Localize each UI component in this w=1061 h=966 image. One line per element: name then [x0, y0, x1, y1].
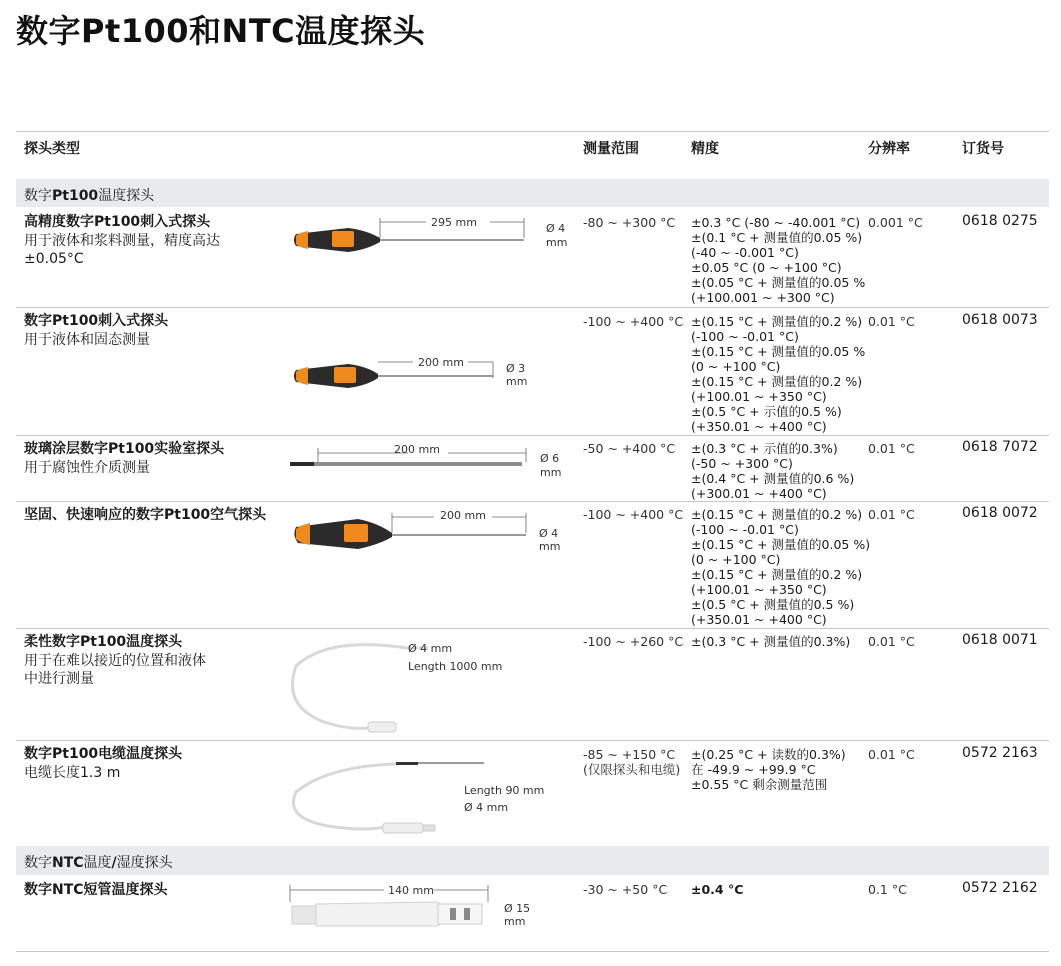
accuracy-line: ±0.05 °C (0 ~ +100 °C)	[691, 260, 842, 275]
accuracy-value	[691, 507, 870, 627]
accuracy-line: ±(0.5 °C + 示值的0.5 %)	[691, 404, 842, 419]
table-top-rule	[16, 131, 1049, 132]
accuracy-line: (+100.001 ~ +300 °C)	[691, 290, 835, 305]
probe-name: 玻璃涂层数字Pt100实验室探头	[24, 441, 225, 457]
accuracy-line: ±(0.15 °C + 测量值的0.2 %)	[691, 374, 863, 389]
dim-length: Length 1000 mm	[408, 660, 503, 673]
accuracy-value	[691, 215, 865, 305]
header-resolution: 分辨率	[868, 141, 910, 157]
resolution-value: 0.01 °C	[868, 314, 915, 329]
accuracy-line: (+100.01 ~ +350 °C)	[691, 389, 827, 404]
range-value: -80 ~ +300 °C	[583, 215, 676, 230]
dim-diameter: Ø 4	[539, 527, 559, 540]
group-bold: Pt100	[52, 188, 99, 204]
accuracy-value	[691, 314, 865, 434]
accuracy-line: (+350.01 ~ +400 °C)	[691, 612, 827, 627]
row-divider	[16, 501, 1049, 502]
dim-length: 140 mm	[388, 884, 434, 897]
dim-diameter: Ø 4 mm	[464, 801, 509, 814]
accuracy-line: ±(0.1 °C + 测量值的0.05 %)	[691, 230, 863, 245]
probe-desc: 用于液体和浆料测量，精度高达	[24, 232, 220, 249]
header-accuracy: 精度	[691, 141, 719, 157]
dim-diameter: Ø 4	[546, 222, 566, 235]
row-divider	[16, 628, 1049, 629]
accuracy-value	[691, 882, 743, 897]
row-divider	[16, 307, 1049, 308]
probe-image	[288, 505, 568, 555]
probe-name: 数字Pt100电缆温度探头	[24, 746, 183, 762]
resolution-value: 0.01 °C	[868, 441, 915, 456]
accuracy-line: (0 ~ +100 °C)	[691, 552, 781, 567]
dim-length: 295 mm	[431, 216, 477, 229]
accuracy-line: ±0.4 °C	[691, 882, 744, 897]
accuracy-line: ±(0.5 °C + 测量值的0.5 %)	[691, 597, 855, 612]
probe-desc: 用于液体和固态测量	[24, 331, 150, 348]
range-value: -30 ~ +50 °C	[583, 882, 668, 897]
order-number: 0618 7072	[962, 439, 1038, 455]
accuracy-line: ±(0.15 °C + 测量值的0.05 %	[691, 344, 866, 359]
page-title: 数字Pt100和NTC温度探头	[16, 12, 426, 50]
accuracy-line: ±(0.15 °C + 测量值的0.05 %)	[691, 537, 871, 552]
range-line: (仅限探头和电缆)	[583, 762, 681, 777]
accuracy-line: ±(0.4 °C + 测量值的0.6 %)	[691, 471, 855, 486]
dim-length: 200 mm	[440, 509, 486, 522]
probe-desc: 电缆长度1.3 m	[24, 764, 121, 781]
row-divider	[16, 740, 1049, 741]
group-suffix: 温度探头	[98, 188, 155, 204]
accuracy-line: ±0.55 °C 剩余测量范围	[691, 777, 828, 792]
dim-diameter: Ø 6	[540, 452, 560, 465]
probe-desc: 用于在难以接近的位置和液体	[24, 652, 206, 669]
dim-length: 200 mm	[418, 356, 464, 369]
resolution-value: 0.1 °C	[868, 882, 907, 897]
row-divider	[16, 435, 1049, 436]
probe-image	[288, 752, 568, 842]
probe-desc: 用于腐蚀性介质测量	[24, 459, 150, 476]
table-row	[24, 312, 168, 349]
accuracy-line: ±(0.3 °C + 示值的0.3%)	[691, 441, 838, 456]
header-range: 测量范围	[583, 141, 639, 157]
table-row	[24, 633, 206, 689]
probe-name: 高精度数字Pt100刺入式探头	[24, 214, 211, 230]
accuracy-line: (0 ~ +100 °C)	[691, 359, 781, 374]
range-value: -100 ~ +400 °C	[583, 314, 684, 329]
accuracy-value	[691, 747, 846, 792]
group-mid: 温度	[83, 855, 112, 871]
order-number: 0618 0071	[962, 632, 1038, 648]
probe-image	[288, 350, 548, 398]
probe-image	[288, 212, 578, 262]
accuracy-line: 在 -49.9 ~ +99.9 °C	[691, 762, 816, 777]
table-row	[24, 213, 220, 269]
resolution-value: 0.001 °C	[868, 215, 923, 230]
group-prefix: 数字	[24, 188, 52, 204]
accuracy-line: (-50 ~ +300 °C)	[691, 456, 793, 471]
dim-diameter: Ø 15	[504, 902, 531, 915]
dim-unit: mm	[546, 236, 568, 249]
group-prefix: 数字	[24, 855, 52, 871]
dim-length: 200 mm	[394, 443, 440, 456]
probe-desc: 中进行测量	[24, 671, 94, 687]
accuracy-line: ±(0.3 °C + 测量值的0.3%)	[691, 634, 851, 649]
table-row	[24, 440, 224, 477]
group-header-ntc	[16, 846, 1049, 875]
group-slash: /	[111, 855, 117, 871]
accuracy-value	[691, 634, 850, 649]
order-number: 0572 2163	[962, 745, 1038, 761]
accuracy-line: ±(0.25 °C + 读数的0.3%)	[691, 747, 846, 762]
accuracy-line: (-100 ~ -0.01 °C)	[691, 522, 799, 537]
dim-diameter: Ø 4 mm	[408, 642, 453, 655]
table-bottom-rule	[16, 951, 1049, 952]
probe-image	[288, 880, 548, 932]
range-value	[583, 747, 680, 777]
dim-unit: mm	[539, 540, 561, 553]
probe-name: 坚固、快速响应的数字Pt100空气探头	[24, 507, 267, 523]
table-row	[24, 506, 266, 525]
accuracy-line: ±0.3 °C (-80 ~ -40.001 °C)	[691, 215, 861, 230]
table-row	[24, 745, 182, 782]
accuracy-line: (+350.01 ~ +400 °C)	[691, 419, 827, 434]
group-header-pt100	[16, 179, 1049, 207]
probe-name: 柔性数字Pt100温度探头	[24, 634, 183, 650]
range-value: -50 ~ +400 °C	[583, 441, 676, 456]
resolution-value: 0.01 °C	[868, 634, 915, 649]
accuracy-line: (+300.01 ~ +400 °C)	[691, 486, 827, 501]
group-bold: NTC	[52, 855, 84, 871]
probe-image	[288, 440, 568, 480]
probe-desc: ±0.05°C	[24, 251, 84, 267]
range-line: -85 ~ +150 °C	[583, 747, 676, 762]
header-type: 探头类型	[24, 141, 80, 157]
resolution-value: 0.01 °C	[868, 507, 915, 522]
accuracy-line: ±(0.05 °C + 测量值的0.05 %	[691, 275, 866, 290]
accuracy-line: ±(0.15 °C + 测量值的0.2 %)	[691, 567, 863, 582]
range-value: -100 ~ +400 °C	[583, 507, 684, 522]
probe-image	[288, 636, 568, 736]
accuracy-line: ±(0.15 °C + 测量值的0.2 %)	[691, 507, 863, 522]
dim-unit: mm	[504, 915, 526, 928]
accuracy-line: (-40 ~ -0.001 °C)	[691, 245, 799, 260]
probe-name: 数字Pt100刺入式探头	[24, 313, 169, 329]
accuracy-line: ±(0.15 °C + 测量值的0.2 %)	[691, 314, 863, 329]
order-number: 0618 0275	[962, 213, 1038, 229]
probe-name: 数字NTC短管温度探头	[24, 882, 168, 898]
accuracy-line: (+100.01 ~ +350 °C)	[691, 582, 827, 597]
dim-unit: mm	[540, 466, 562, 479]
table-row	[24, 881, 168, 900]
range-value: -100 ~ +260 °C	[583, 634, 684, 649]
accuracy-line: (-100 ~ -0.01 °C)	[691, 329, 799, 344]
dim-diameter: Ø 3	[506, 362, 526, 375]
header-order: 订货号	[962, 141, 1004, 157]
group-suffix: 湿度探头	[116, 855, 173, 871]
order-number: 0572 2162	[962, 880, 1038, 896]
dim-unit: mm	[506, 375, 528, 388]
resolution-value: 0.01 °C	[868, 747, 915, 762]
dim-length: Length 90 mm	[464, 784, 545, 797]
order-number: 0618 0073	[962, 312, 1038, 328]
accuracy-value	[691, 441, 854, 501]
order-number: 0618 0072	[962, 505, 1038, 521]
